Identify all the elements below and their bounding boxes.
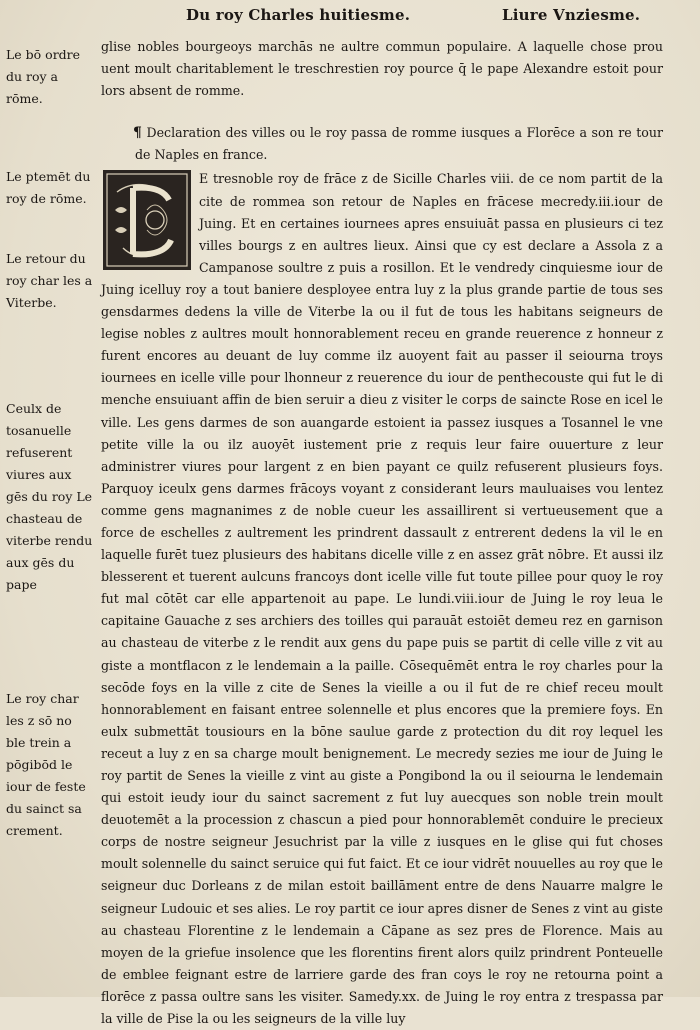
running-header-right: Liure Vnziesme. <box>502 6 641 24</box>
paragraph-text: E tresnoble roy de frāce z de Sicille Charles viii. de ce nom partit de la cite de rommea son retour de Naples en frācese mecredy.iii.iour de Juing. Et en certaines iournees apres ensuiuāt passa en plusieurs ci tez villes bourgs z en aultres lieux. Ainsi que cy est declare a Assola z a Campanose soultre z puis a rosillon. Et le vendredy cinquiesme iour de Juing icelluy roy a tout baniere desployee entra luy z la plus grande partie de tous ses gensdarmes dedens la ville de Viterbe la ou il fut de tous les habitans seigneurs de legise nobles z aultres moult honnorablement receu en grande reuerence z honneur z furent encores au deuant de luy comme ilz auoyent fait au passer il seiourna troys iournees en icelle ville pour lhonneur z reuerence du iour de penthecouste qui fut le di menche ensuiuant affin de bien seruir a dieu z visiter le corps de saincte Rose en icel le ville. Les gens darmes de son auangarde estoient ia passez iusques a Tosannel le vne petite ville la ou ilz auoyēt iustement prie z requis leur faire ouuerture z leur administrer viures pour largent z en bien payant ce quilz refuserent plusieurs foys. Parquoy iceulx gens darmes frācoys voyant z considerant leurs mauluaises vou lentez comme gens magnanimes z de noble cueur les assaillirent si vertueusement que a force de eschelles z aultrement les prindrent dassault z entrerent dedens la vil le en laquelle furēt tuez plusieurs des habitans dicelle ville z en assez grāt nōbre. Et aussi ilz blesserent et tuerent aulcuns francoys dont icelle ville fut toute pillee pour quoy le roy fut mal cōtēt car elle appartenoit au pape. Le lundi.viii.iour de Juing le roy leua le capitaine Gauache z ses archiers des toilles qui parauāt estoiēt demeu rez en garnison au chasteau de viterbe z le rendit aux gens du pape puis se partit di celle ville z vit au giste a montflacon z le lendemain a la paille. Cōsequēmēt entra le roy charles pour la secōde foys en la ville z cite de Senes la vieille a ou il fut de re chief receu moult honnorablement en faisant entree solennelle et plus encores que la premiere foys. En eulx submettāt tousiours en la bōne saulue garde z protection du dit roy lequel les receut a luy z en sa charge moult benignement. Le mecredy sezies me iour de Juing le roy partit de Senes la vieille z vint au giste a Pongibond la ou il seiourna le lendemain qui estoit ieudy iour du sainct sacrement z fut luy auecques son noble trein moult deuotemēt a la procession z chascun a pied pour honnorablemēt conduire le precieux corps de nostre seigneur Jesuchrist par la ville z iusques en le glise qui fut choses moult solennelle du sainct seruice qui fut faict. Et ce iour vidrēt nouuelles au roy que le seigneur duc Dorleans z de milan estoit baillāment entre de dens Nauarre malgre le seigneur Ludouic et ses alies. Le roy partit ce iour apres disner de Senes z vint au giste au chasteau Florentine z le lendemain a Cāpane as sez pres de Florence. Mais au moyen de la griefue insolence que les florentins firent alors quilz prindrent Ponteuelle de emblee feignant estre de larriere garde des fran coys le roy ne retourna point a florēce z passa oultre sans les visiter. Samedy.xx. de Juing le roy entra z trespassa par la ville de Pise la ou les seigneurs de la ville luy <box>101 171 663 1027</box>
running-header-left: Du roy Charles huitiesme. <box>186 6 411 24</box>
chapter-title-text: Declaration des villes ou le roy passa de romme iusques a Florēce a son re tour de Naples en france. <box>135 125 663 163</box>
margin-note: Ceulx de tosanuelle refuserent viures aux gēs du roy Le chasteau de viterbe rendu aux gēs du pape <box>6 401 93 592</box>
main-text-column <box>101 36 663 1030</box>
margin-note: Le roy char les z sō no ble trein a pōgibōd le iour de feste du sainct sa crement. <box>6 691 86 838</box>
margin-note: Le ptemēt du roy de rōme. <box>6 169 91 206</box>
paragraph: glise nobles bourgeoys marchās ne aultre commun populaire. A laquelle chose prou uent moult charitablement le treschrestien roy pource q̄ le pape Alexandre estoit pour lors absent de romme. <box>101 39 663 99</box>
paragraph <box>101 168 663 1030</box>
pilcrow-icon: ¶ <box>133 125 142 142</box>
decorated-initial-icon <box>103 170 191 270</box>
margin-note: Le retour du roy char les a Viterbe. <box>6 251 93 310</box>
margin-note: Le bō ordre du roy a rōme. <box>6 47 81 106</box>
chapter-title <box>101 122 663 166</box>
